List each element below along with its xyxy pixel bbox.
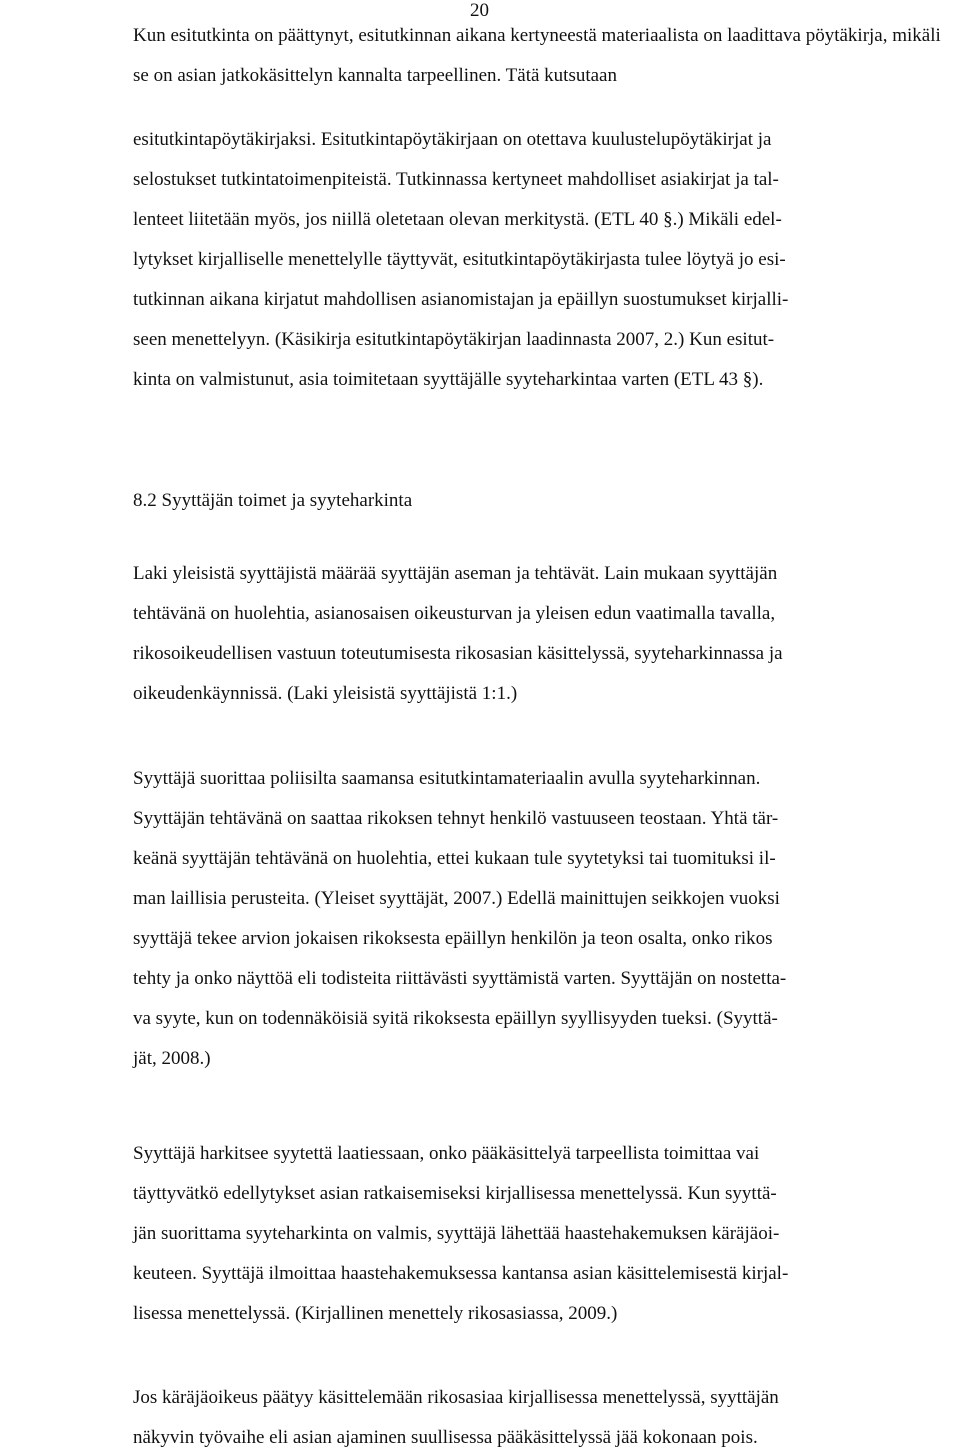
paragraph-2-line: rikosoikeudellisen vastuun toteutumisesta rikosasian käsittelyssä, syyteharkinnassa ja (133, 643, 783, 664)
paragraph-3-line: Syyttäjän tehtävänä on saattaa rikoksen tehnyt henkilö vastuuseen teostaan. Yhtä tär- (133, 808, 779, 829)
paragraph-5-line: Jos käräjäoikeus päätyy käsittelemään rikosasiaa kirjallisessa menettelyssä, syyttäjän (133, 1387, 779, 1408)
paragraph-2-line: Laki yleisistä syyttäjistä määrää syyttäjän aseman ja tehtävät. Lain mukaan syyttäjän (133, 563, 778, 584)
paragraph-3-line: syyttäjä tekee arvion jokaisen rikoksesta epäillyn henkilön ja teon osalta, onko rikos (133, 928, 773, 949)
paragraph-1-line: seen menettelyyn. (Käsikirja esitutkintapöytäkirjan laadinnasta 2007, 2.) Kun esitut- (133, 329, 775, 350)
paragraph-1-line: lytykset kirjalliselle menettelylle täyttyvät, esitutkintapöytäkirjasta tulee löytyä jo esi- (133, 249, 786, 270)
paragraph-2-line: oikeudenkäynnissä. (Laki yleisistä syyttäjistä 1:1.) (133, 683, 518, 704)
paragraph-3-line: jät, 2008.) (133, 1048, 211, 1069)
paragraph-1-line: esitutkintapöytäkirjaksi. Esitutkintapöytäkirjaan on otettava kuulustelupöytäkirjat ja (133, 129, 772, 150)
paragraph-3-line: man laillisia perusteita. (Yleiset syyttäjät, 2007.) Edellä mainittujen seikkojen vuoksi (133, 888, 780, 909)
paragraph-5-line: näkyvin työvaihe eli asian ajaminen suullisessa pääkäsittelyssä jää kokonaan pois. (133, 1427, 758, 1448)
paragraph-3-line: va syyte, kun on todennäköisiä syitä rikoksesta epäillyn syyllisyyden tueksi. (Syyttä- (133, 1008, 778, 1029)
section-heading: 8.2 Syyttäjän toimet ja syyteharkinta (133, 490, 413, 511)
page-number: 20 (470, 0, 489, 21)
paragraph-4-line: jän suorittama syyteharkinta on valmis, syyttäjä lähettää haastehakemuksen käräjäoi- (133, 1223, 780, 1244)
paragraph-3-line: keänä syyttäjän tehtävänä on huolehtia, ettei kukaan tule syytetyksi tai tuomituksi il- (133, 848, 776, 869)
paragraph-1-line: lenteet liitetään myös, jos niillä oletetaan olevan merkitystä. (ETL 40 §.) Mikäli edel- (133, 209, 782, 230)
paragraph-4-line: täyttyvätkö edellytykset asian ratkaisemiseksi kirjallisessa menettelyssä. Kun syyttä- (133, 1183, 777, 1204)
paragraph-1-line (133, 16, 948, 96)
text-line: Kun esitutkinta on päättynyt, esitutkinnan aikana kertyneestä materiaalista on laadittava pöytäkirja, mikäli se on asian jatkokäsittelyn kannalta tarpeellinen. Tätä kutsutaan (133, 25, 941, 86)
paragraph-3-line: tehty ja onko näyttöä eli todisteita riittävästi syyttämistä varten. Syyttäjän on nostetta- (133, 968, 787, 989)
paragraph-2-line: tehtävänä on huolehtia, asianosaisen oikeusturvan ja yleisen edun vaatimalla tavalla, (133, 603, 776, 624)
paragraph-4-line: Syyttäjä harkitsee syytettä laatiessaan, onko pääkäsittelyä tarpeellista toimittaa vai (133, 1143, 760, 1164)
paragraph-1-line: kinta on valmistunut, asia toimitetaan syyttäjälle syyteharkintaa varten (ETL 43 §). (133, 369, 764, 390)
paragraph-4-line: keuteen. Syyttäjä ilmoittaa haastehakemuksessa kantansa asian käsittelemisestä kirjal- (133, 1263, 789, 1284)
paragraph-1-line: selostukset tutkintatoimenpiteistä. Tutkinnassa kertyneet mahdolliset asiakirjat ja tal- (133, 169, 779, 190)
paragraph-4-line: lisessa menettelyssä. (Kirjallinen menettely rikosasiassa, 2009.) (133, 1303, 618, 1324)
paragraph-3-line: Syyttäjä suorittaa poliisilta saamansa esitutkintamateriaalin avulla syyteharkinnan. (133, 768, 761, 789)
paragraph-1-line: tutkinnan aikana kirjatut mahdollisen asianomistajan ja epäillyn suostumukset kirjalli- (133, 289, 789, 310)
